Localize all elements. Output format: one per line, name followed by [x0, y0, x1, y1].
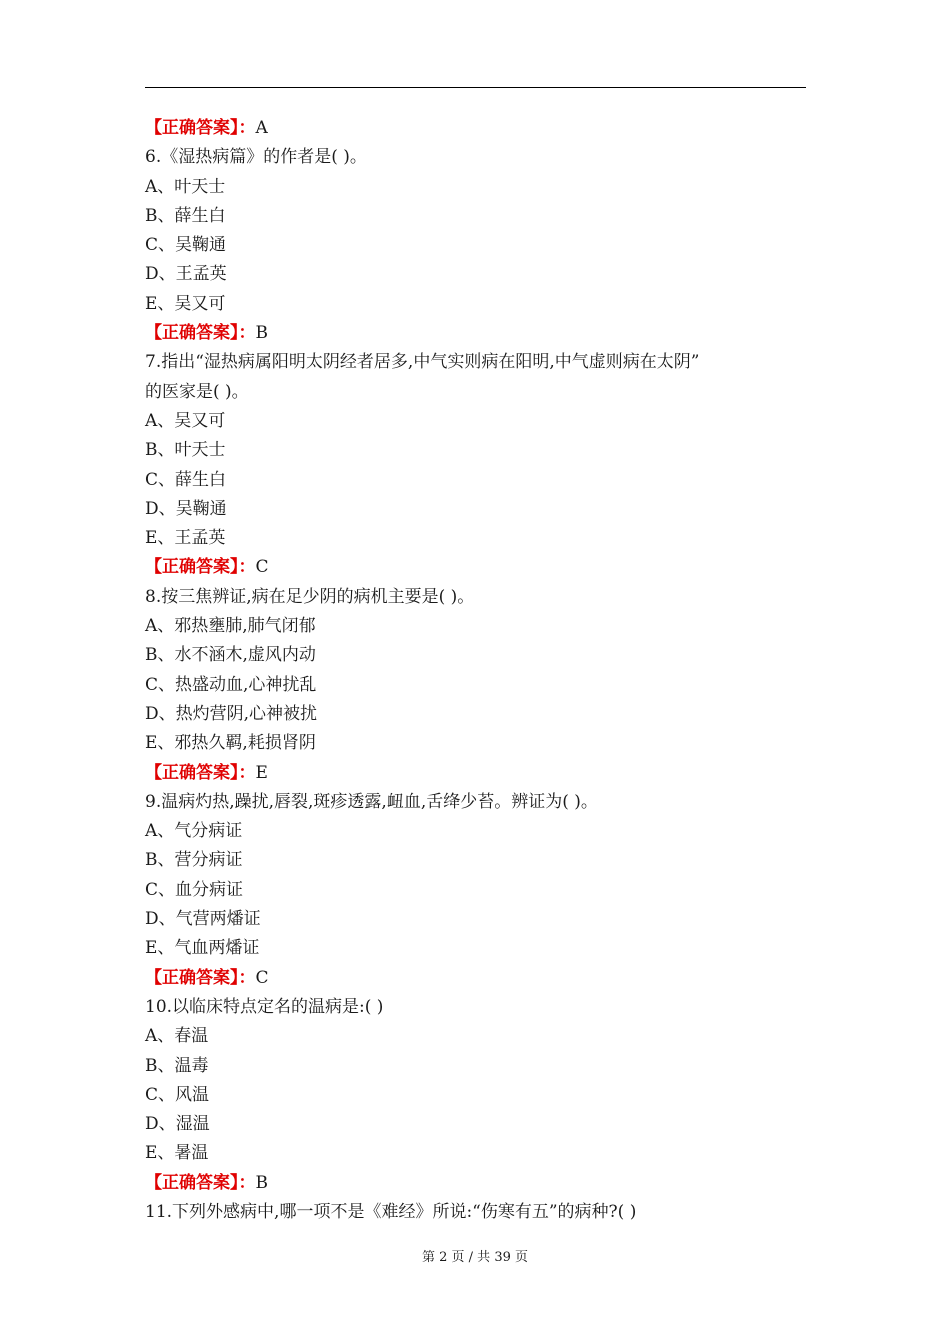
text-line: D、王孟英 — [145, 264, 227, 285]
text-line: 11.下列外感病中,哪一项不是《难经》所说:“伤寒有五”的病种?( ) — [145, 1201, 637, 1222]
answer-value: B — [255, 323, 268, 344]
text-line: C、血分病证 — [145, 879, 244, 900]
text-line: 9.温病灼热,躁扰,唇裂,斑疹透露,衄血,舌绛少苔。辨证为( )。 — [145, 791, 598, 812]
answer-value: A — [255, 118, 268, 138]
answer-value: C — [255, 557, 269, 578]
text-line: C、热盛动血,心神扰乱 — [145, 674, 317, 695]
answer-label: 【正确答案】： — [145, 118, 256, 138]
text-line: E、吴又可 — [145, 293, 226, 314]
text-line: 6.《湿热病篇》的作者是( )。 — [145, 147, 367, 168]
text-line: B、叶天士 — [145, 440, 226, 461]
answer-line — [145, 114, 806, 143]
answer-label: 【正确答案】： — [145, 557, 256, 578]
text-line: E、邪热久羁,耗损肾阴 — [145, 733, 316, 754]
answer-line — [145, 553, 806, 582]
text-line: B、水不涵木,虚风内动 — [145, 645, 316, 666]
text-line: B、营分病证 — [145, 850, 243, 871]
answer-label: 【正确答案】： — [145, 323, 256, 344]
text-line: A、邪热壅肺,肺气闭郁 — [145, 616, 316, 637]
text-line: A、吴又可 — [145, 410, 226, 431]
text-line: A、春温 — [145, 1026, 209, 1047]
answer-line — [145, 964, 806, 993]
answer-value: E — [255, 762, 268, 783]
text-line: 8.按三焦辨证,病在足少阴的病机主要是( )。 — [145, 586, 475, 607]
answer-label: 【正确答案】： — [145, 967, 256, 988]
text-line: E、王孟英 — [145, 528, 226, 549]
answer-line — [145, 319, 806, 348]
text-line: 7.指出“湿热病属阳明太阴经者居多,中气实则病在阳明,中气虚则病在太阴” — [145, 352, 700, 373]
text-line: 的医家是( )。 — [145, 381, 249, 402]
text-line: E、气血两燔证 — [145, 938, 260, 959]
answer-value: C — [255, 967, 269, 988]
header-rule — [145, 87, 806, 88]
text-line: C、吴鞠通 — [145, 235, 227, 256]
text-line: C、风温 — [145, 1084, 210, 1105]
text-line: B、薛生白 — [145, 205, 226, 226]
document-body — [145, 114, 806, 1227]
page-footer: 第 2 页 / 共 39 页 — [422, 1250, 528, 1265]
answer-line — [145, 1169, 806, 1198]
text-line: D、吴鞠通 — [145, 498, 227, 519]
answer-value: B — [255, 1172, 268, 1193]
text-line: D、气营两燔证 — [145, 909, 261, 930]
text-line: D、热灼营阴,心神被扰 — [145, 703, 318, 724]
text-line: A、叶天士 — [145, 176, 226, 197]
text-line: A、气分病证 — [145, 821, 243, 842]
answer-label: 【正确答案】： — [145, 762, 256, 783]
text-line: B、温毒 — [145, 1055, 209, 1076]
text-line: C、薛生白 — [145, 469, 227, 490]
text-line: E、暑温 — [145, 1143, 209, 1164]
answer-label: 【正确答案】： — [145, 1172, 256, 1193]
answer-line — [145, 759, 806, 788]
text-line: D、湿温 — [145, 1114, 210, 1135]
text-line: 10.以临床特点定名的温病是:( ) — [145, 996, 384, 1017]
